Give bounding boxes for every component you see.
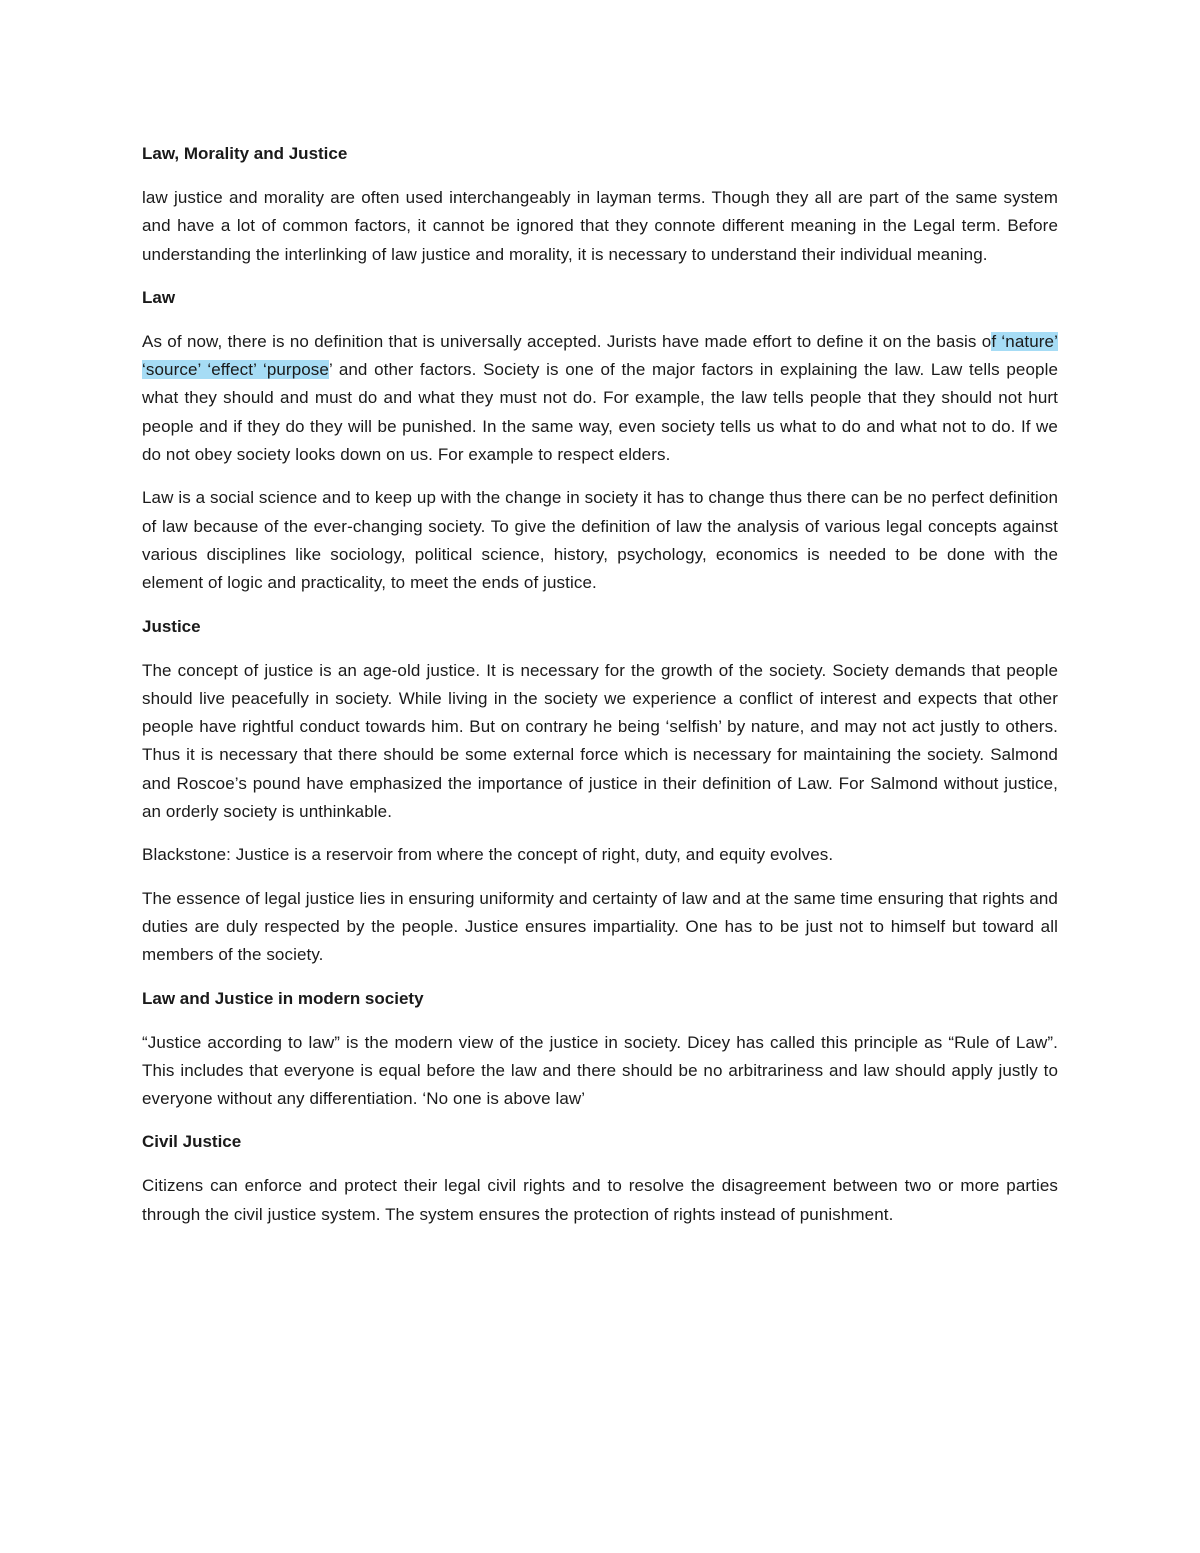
document-page xyxy=(142,140,1058,1244)
section-heading-civil-justice: Civil Justice xyxy=(142,1132,242,1152)
modern-society-paragraph: “Justice according to law” is the modern view of the justice in society. Dicey has called this principle as “Rule of Law”. This includes that everyone is equal before the law and there should be no arbitrariness and law should apply justly to everyone without any differentiation. ‘No one is above law’ xyxy=(142,1032,1058,1109)
justice-paragraph-2: Blackstone: Justice is a reservoir from where the concept of right, duty, and equity evolves. xyxy=(142,845,834,865)
intro-paragraph: law justice and morality are often used interchangeably in layman terms. Though they all are part of the same system and have a lot of common factors, it cannot be ignored that they connote different meaning in the Legal term. Before understanding the interlinking of law justice and morality, it is necessary to understand their individual meaning. xyxy=(142,188,1058,264)
civil-justice-paragraph: Citizens can enforce and protect their legal civil rights and to resolve the disagreement between two or more parties through the civil justice system. The system ensures the protection of rights instead of punishment. xyxy=(142,1176,1058,1224)
law-paragraph-1-start: As of now, there is no definition that is universally accepted. Jurists have made effort to define it on the basis o xyxy=(142,331,992,351)
law-paragraph-1-end: ’ and other factors. Society is one of the major factors in explaining the law. Law tells people what they should and must do and what they must not do. For example, the law tells people that they should not hurt people and if they do they will be punished. In the same way, even society tells us what to do and what not to do. If we do not obey society looks down on us. For example to respect elders. xyxy=(142,360,1059,465)
highlighted-text-selection[interactable]: f ‘nature’ ‘source’ ‘effect’ ‘purpose xyxy=(142,331,1058,380)
justice-paragraph-1: The concept of justice is an age-old justice. It is necessary for the growth of the society. Society demands that people should live peacefully in society. While living in the society we experience a conflict of interest and expects that other people have rightful conduct towards him. But on contrary he being ‘selfish’ by nature, and may not act justly to others. Thus it is necessary that there should be some external force which is necessary for maintaining the society. Salmond and Roscoe’s pound have emphasized the importance of justice in their definition of Law. For Salmond without justice, an orderly society is unthinkable. xyxy=(142,660,1058,822)
law-paragraph-2: Law is a social science and to keep up with the change in society it has to change thus there can be no perfect definition of law because of the ever-changing society. To give the definition of law the analysis of various legal concepts against various disciplines like sociology, political science, history, psychology, economics is needed to be done with the element of logic and practicality, to meet the ends of justice. xyxy=(142,488,1058,593)
section-heading-modern-society: Law and Justice in modern society xyxy=(142,988,424,1008)
document-title: Law, Morality and Justice xyxy=(142,144,348,163)
section-heading-law: Law xyxy=(142,287,176,307)
section-heading-justice: Justice xyxy=(142,616,201,636)
justice-paragraph-3: The essence of legal justice lies in ensuring uniformity and certainty of law and at the same time ensuring that rights and duties are duly respected by the people. Justice ensures impartiality. One has to be just not to himself but toward all members of the society. xyxy=(142,888,1058,965)
law-paragraph-1 xyxy=(142,328,1058,469)
